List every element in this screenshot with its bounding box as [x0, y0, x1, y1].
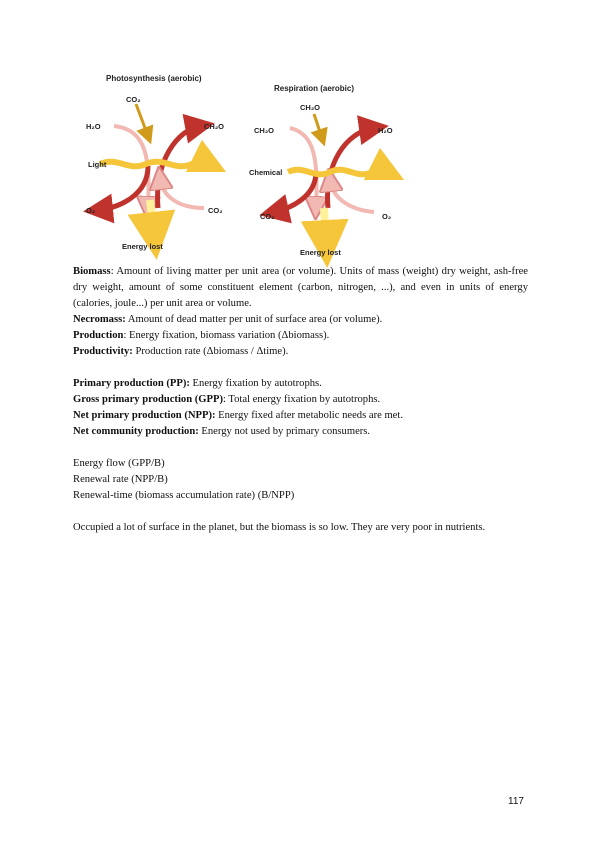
biomass-definition: [73, 264, 528, 312]
ncp-definition: [73, 424, 528, 440]
productivity-text: Production rate (Δbiomass / Δtime).: [132, 346, 289, 357]
production-term: Production: [73, 330, 124, 341]
pp-definition: [73, 376, 528, 392]
page-number: 117: [508, 796, 524, 807]
o2-out-arrow: [98, 166, 148, 210]
energy-flow-line: Energy flow (GPP/B): [73, 458, 165, 469]
energy-diagram: [78, 68, 458, 268]
h2o-left-label: H₂O: [86, 122, 101, 131]
light-wave: [100, 162, 210, 167]
necromass-term: Necromass:: [73, 314, 126, 325]
co2-in-arrow: [160, 178, 204, 208]
ch2o-right-label: CH₂O: [204, 122, 224, 131]
gpp-text: : Total energy fixation by autotrophs.: [222, 394, 381, 405]
chemical-wave: [288, 170, 388, 175]
necromass-definition: [73, 312, 528, 328]
ncp-text: Energy not used by primary consumers.: [198, 426, 371, 437]
respiration-title: Respiration (aerobic): [274, 84, 355, 93]
gpp-definition: [73, 392, 528, 408]
production-definition: [73, 328, 528, 344]
photosynthesis-title: Photosynthesis (aerobic): [106, 74, 202, 83]
pp-text: Energy fixation by autotrophs.: [189, 378, 322, 389]
rates-block: [73, 456, 528, 504]
definitions-block: [73, 264, 528, 360]
respiration-arrows: [274, 114, 388, 244]
energy-lost-label: Energy lost: [300, 248, 341, 257]
light-label: Light: [88, 160, 107, 169]
renewal-rate-line: Renewal rate (NPP/B): [73, 474, 168, 485]
o2-bottom-label: O₂: [382, 212, 392, 221]
ch2o-left-label: CH₂O: [254, 126, 274, 135]
renewal-time-line: Renewal-time (biomass accumulation rate) (B/NPP): [73, 490, 295, 501]
gpp-term: Gross primary production (GPP): [73, 394, 223, 405]
production-text: : Energy fixation, biomass variation (Δbiomass).: [123, 330, 330, 341]
closing-paragraph: Occupied a lot of surface in the planet, but the biomass is so low. They are very poor in nutrients.: [73, 522, 486, 533]
ncp-term: Net community production:: [73, 426, 199, 437]
co2-top-label: CO₂: [126, 95, 141, 104]
co2-top-arrow: [136, 104, 148, 136]
co2-bottom-label: CO₂: [208, 206, 223, 215]
h2o-right-label: H₂O: [378, 126, 393, 135]
production-types-block: [73, 376, 528, 440]
biomass-text: : Amount of living matter per unit area (or volume). Units of mass (weight) dry weight, ash-free dry weight, amount of some constituent element (carbon, nitrogen, ...), and even in units of energy (calories, joule...) per unit area or volume.: [73, 266, 528, 309]
o2-bottom-label: O₂: [86, 206, 96, 215]
energy-lost-label: Energy lost: [122, 242, 163, 251]
ch2o-top-arrow: [314, 114, 322, 138]
energy-lost-arrow: [150, 200, 154, 236]
co2-bottom-label: CO₂: [260, 212, 275, 221]
energy-lost-arrow: [324, 208, 326, 244]
npp-text: Energy fixed after metabolic needs are met.: [215, 410, 403, 421]
co2-out-arrow: [274, 172, 316, 212]
photosynthesis-arrows: [98, 104, 210, 236]
necromass-text: Amount of dead matter per unit of surface area (or volume).: [125, 314, 383, 325]
ch2o-top-label: CH₂O: [300, 103, 320, 112]
biomass-term: Biomass: [73, 266, 111, 277]
npp-definition: [73, 408, 528, 424]
npp-term: Net primary production (NPP):: [73, 410, 216, 421]
productivity-definition: [73, 344, 528, 360]
o2-in-arrow: [330, 180, 374, 212]
productivity-term: Productivity:: [73, 346, 133, 357]
pp-term: Primary production (PP):: [73, 378, 190, 389]
chemical-label: Chemical: [249, 168, 283, 177]
